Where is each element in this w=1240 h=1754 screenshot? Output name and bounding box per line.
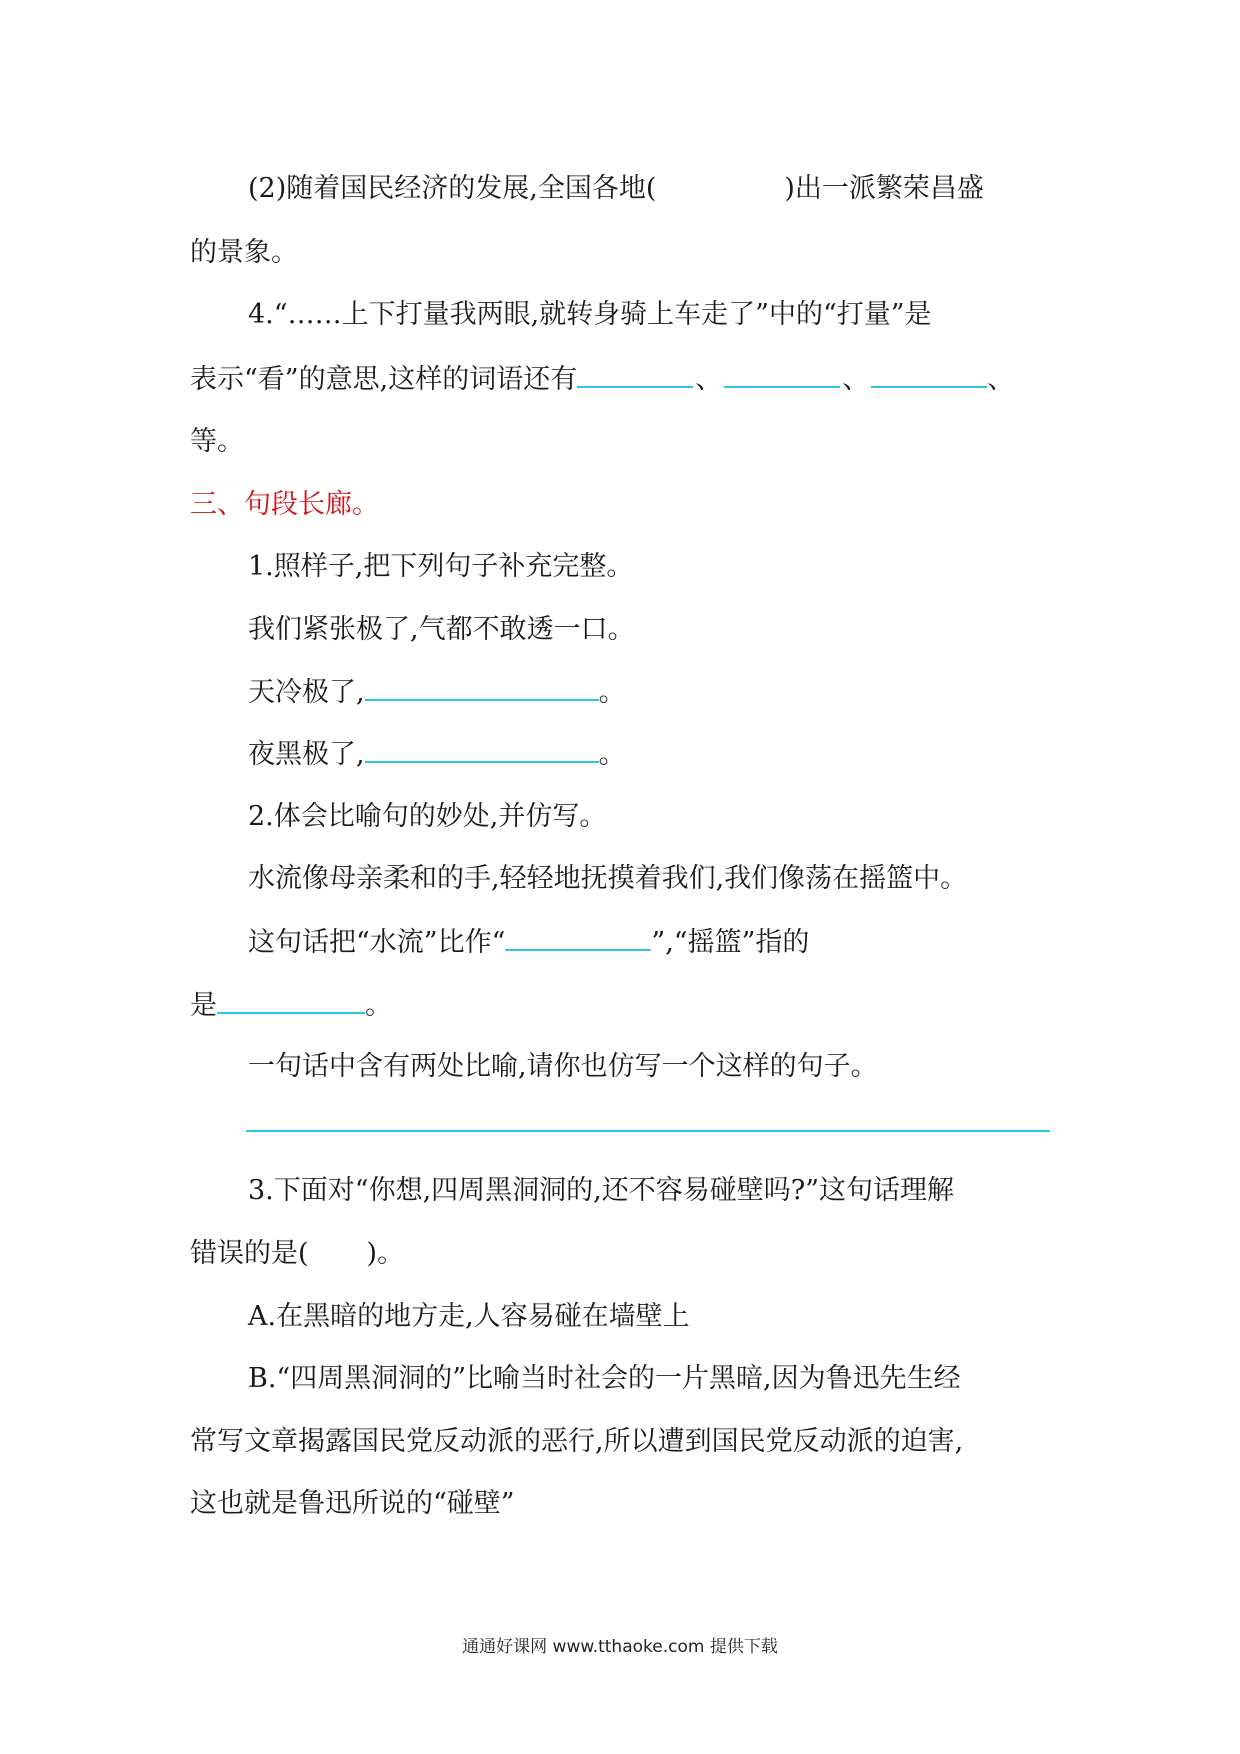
fill-c-text: 是 (190, 990, 217, 1021)
s3-q3-option-a: A.在黑暗的地方走,人容易碰在墙壁上 (248, 1301, 690, 1332)
s3-q1-item1 (248, 675, 626, 710)
item1-period: 。 (598, 677, 626, 708)
fill-c-period: 。 (365, 990, 392, 1021)
q3-2-text-after: )出一派繁荣昌盛 (784, 173, 984, 204)
q4-blank-3[interactable] (871, 362, 987, 388)
q4-line2 (190, 362, 1014, 397)
footer-credit: 通通好课网 www.tthaoke.com 提供下载 (462, 1637, 778, 1657)
q4-sep-3: 、 (987, 364, 1015, 395)
fill-a-text: 这句话把“水流”比作“ (248, 927, 506, 958)
q4-line2-text: 表示“看”的意思,这样的词语还有 (190, 364, 578, 395)
q3-2-text-before: (2)随着国民经济的发展,全国各地( (248, 173, 657, 204)
s3-q2-instruction: 一句话中含有两处比喻,请你也仿写一个这样的句子。 (248, 1051, 878, 1082)
answer-line[interactable] (246, 1130, 1050, 1132)
s3-q2-fill-line2 (190, 988, 392, 1023)
s3-q2-fill-line (248, 925, 809, 960)
q4-sep-1: 、 (695, 364, 723, 395)
fill-a-blank[interactable] (505, 925, 651, 951)
fill-b-text: ”,“摇篮”指的 (651, 927, 810, 958)
q3-2-line1 (248, 172, 984, 206)
item2-period: 。 (598, 739, 626, 770)
q3-line2-after: )。 (366, 1238, 405, 1269)
q4-blank-2[interactable] (724, 362, 840, 388)
s3-q3-line2 (190, 1237, 404, 1271)
fill-c-blank[interactable] (217, 988, 365, 1014)
s3-q2-sentence: 水流像母亲柔和的手,轻轻地抚摸着我们,我们像荡在摇篮中。 (248, 863, 968, 894)
q4-line1: 4.“……上下打量我两眼,就转身骑上车走了”中的“打量”是 (248, 299, 932, 330)
item2-blank[interactable] (365, 737, 599, 763)
s3-q3-option-b-l2: 常写文章揭露国民党反动派的恶行,所以遭到国民党反动派的迫害, (190, 1426, 964, 1457)
s3-q1-example: 我们紧张极了,气都不敢透一口。 (248, 614, 635, 645)
section-heading: 三、句段长廊。 (190, 489, 379, 520)
s3-q3-option-b-l3: 这也就是鲁迅所说的“碰壁” (190, 1488, 515, 1519)
q3-line2-before: 错误的是( (190, 1238, 309, 1269)
s3-q1-item2 (248, 737, 626, 772)
s3-q3-option-b-l1: B.“四周黑洞洞的”比喻当时社会的一片黑暗,因为鲁迅先生经 (248, 1363, 961, 1394)
s3-q3-line1: 3.下面对“你想,四周黑洞洞的,还不容易碰壁吗?”这句话理解 (248, 1175, 955, 1206)
q4-line3: 等。 (190, 426, 244, 457)
item1-text: 天冷极了, (248, 677, 365, 708)
item1-blank[interactable] (365, 675, 599, 701)
s3-q1-prompt: 1.照样子,把下列句子补充完整。 (248, 551, 634, 582)
s3-q2-prompt: 2.体会比喻句的妙处,并仿写。 (248, 801, 607, 832)
item2-text: 夜黑极了, (248, 739, 365, 770)
q4-sep-2: 、 (842, 364, 870, 395)
q4-blank-1[interactable] (577, 362, 693, 388)
q3-2-line2: 的景象。 (190, 237, 298, 268)
